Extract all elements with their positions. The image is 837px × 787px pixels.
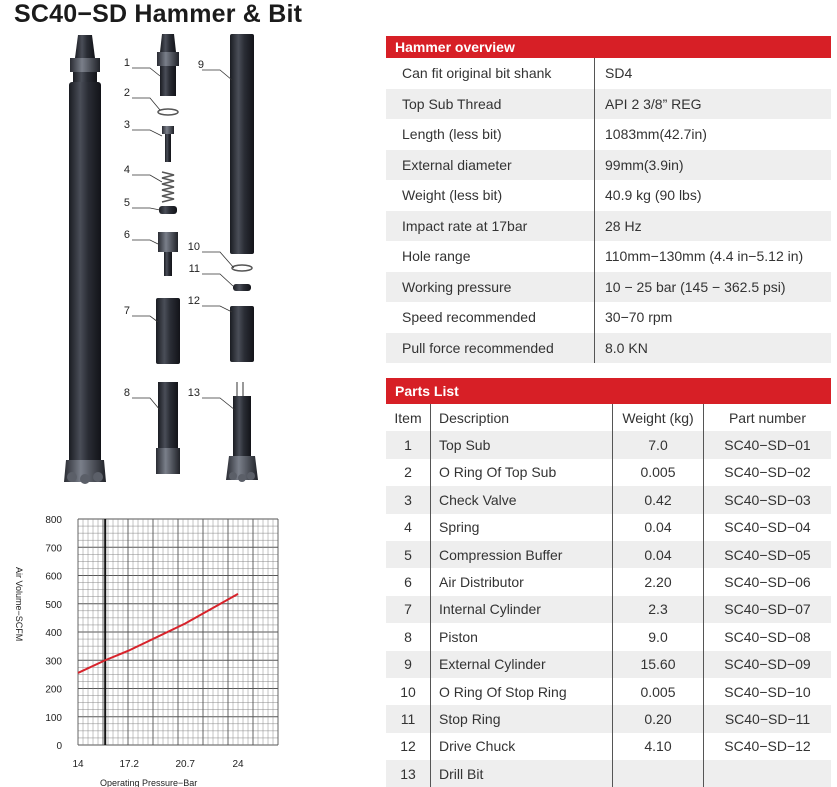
part-weight: 0.42 [613,486,704,513]
part-number: SC40−SD−05 [704,541,832,568]
overview-key: Hole range [402,248,471,265]
parts-column-headers [386,404,831,431]
part-number [704,760,832,787]
overview-key: Working pressure [386,272,595,303]
parts-row [386,514,831,541]
part-description: Stop Ring [431,705,613,732]
overview-row [386,333,831,364]
part-item: 12 [400,738,416,755]
part-number: SC40−SD−11 [704,705,832,732]
overview-key: Pull force recommended [386,333,595,364]
parts-row [386,596,831,623]
overview-row [386,150,831,181]
overview-value: SD4 [595,58,832,89]
parts-row [386,623,831,650]
part-external-cylinder-drawing [230,34,254,254]
part-description: Air Distributor [431,568,613,595]
overview-key: Impact rate at 17bar [386,211,595,242]
column-header-part-number: Part number [704,404,832,431]
part-item: 2 [404,464,412,481]
part-callout-number: 9 [197,59,204,71]
part-weight [613,760,704,787]
part-description: External Cylinder [431,651,613,678]
parts-row [386,568,831,595]
part-weight: 2.3 [613,596,704,623]
part-description: Drill Bit [431,760,613,787]
y-tick-label: 500 [45,599,62,611]
part-description: Drive Chuck [431,733,613,760]
part-item: 3 [386,486,431,513]
part-item: 6 [404,574,412,591]
y-tick-label: 700 [45,543,62,555]
part-description: Compression Buffer [431,541,613,568]
part-callout-number: 13 [187,387,200,399]
part-buffer-drawing [159,206,177,214]
overview-key: External diameter [386,150,595,181]
overview-value: 30−70 rpm [595,302,832,333]
part-item: 7 [386,596,431,623]
overview-key: Length (less bit) [402,126,502,143]
x-tick-label: 14 [72,759,84,770]
part-piston-drawing [156,382,180,474]
part-description: O Ring Of Stop Ring [431,678,613,705]
part-item: 1 [386,431,431,458]
part-item: 11 [386,705,431,732]
x-tick-label: 24 [232,759,244,770]
y-tick-label: 0 [56,741,62,752]
y-tick-label: 100 [45,712,62,724]
parts-row [386,760,831,787]
parts-row [386,459,831,486]
column-header-weight: Weight (kg) [613,404,704,431]
part-number: SC40−SD−06 [704,568,832,595]
page-title: SC40−SD Hammer & Bit [14,0,303,28]
part-weight: 0.04 [613,541,704,568]
part-weight: 0.20 [613,705,704,732]
part-weight: 15.60 [613,651,704,678]
x-tick-label: 20.7 [175,759,195,770]
part-item: 8 [404,628,412,645]
overview-row [386,241,831,272]
x-axis-label: Operating Pressure−Bar [100,778,198,787]
part-internal-cylinder-drawing [156,298,180,364]
overview-key: Speed recommended [402,309,536,326]
part-o-ring-drawing [158,109,178,115]
part-weight: 0.005 [613,678,704,705]
part-item: 13 [386,760,431,787]
overview-value: 10 − 25 bar (145 − 362.5 psi) [595,272,832,303]
part-check-valve-drawing [162,126,174,162]
part-callout-number: 11 [188,263,200,275]
overview-value: 28 Hz [595,211,832,242]
parts-row [386,705,831,732]
air-volume-chart [0,505,290,787]
overview-row [386,272,831,303]
part-description: O Ring Of Top Sub [431,459,613,486]
y-tick-label: 300 [45,656,62,668]
part-drill-bit-drawing [226,382,258,482]
part-number: SC40−SD−01 [704,431,832,458]
overview-row [386,180,831,211]
part-number: SC40−SD−08 [704,623,832,650]
parts-row [386,486,831,513]
part-callout-number: 1 [123,57,130,69]
part-number: SC40−SD−10 [704,678,832,705]
part-callout-number: 12 [187,295,200,307]
part-description: Internal Cylinder [431,596,613,623]
overview-row [386,119,831,150]
overview-header: Hammer overview [386,36,831,58]
part-number: SC40−SD−07 [704,596,832,623]
part-number: SC40−SD−09 [704,651,832,678]
part-number: SC40−SD−12 [704,733,832,760]
part-callout-number: 6 [123,229,130,241]
part-item: 4 [404,519,412,536]
parts-row [386,541,831,568]
parts-row [386,678,831,705]
part-stop-ring-drawing [233,284,251,291]
y-axis-label: Air Volume−SCFM [14,567,24,642]
y-tick-label: 800 [45,515,62,526]
part-drive-chuck-drawing [230,306,254,362]
part-description: Spring [431,514,613,541]
x-tick-label: 17.2 [119,759,139,770]
y-tick-label: 200 [45,684,62,696]
hammer-overview-table [386,36,831,363]
part-callout-number: 10 [187,241,200,253]
part-top-sub-drawing [157,34,179,96]
overview-value: 110mm−130mm (4.4 in−5.12 in) [595,241,832,272]
parts-row [386,431,831,458]
hammer-exploded-drawing [40,30,370,495]
part-callout-number: 4 [123,164,130,176]
column-header-item: Item [394,409,422,426]
part-item: 5 [386,541,431,568]
part-item: 9 [386,651,431,678]
parts-row [386,651,831,678]
overview-key: Weight (less bit) [402,187,503,204]
part-weight: 4.10 [613,733,704,760]
y-tick-label: 400 [45,628,62,639]
part-callout-number: 5 [123,197,130,209]
part-callout-number: 3 [123,119,130,131]
part-description: Check Valve [431,486,613,513]
overview-value: 1083mm(42.7in) [595,119,832,150]
part-weight: 7.0 [613,431,704,458]
y-tick-label: 600 [45,571,62,583]
part-callout-number: 2 [123,87,130,99]
part-number: SC40−SD−02 [704,459,832,486]
overview-value: API 2 3/8” REG [595,89,832,120]
overview-key: Can fit original bit shank [402,65,552,82]
part-callout-number: 7 [123,305,130,317]
column-header-description: Description [431,404,613,431]
part-number: SC40−SD−03 [704,486,832,513]
overview-value: 40.9 kg (90 lbs) [595,180,832,211]
parts-list-table [386,378,831,787]
part-callout-number: 8 [123,387,130,399]
part-description: Top Sub [431,431,613,458]
part-weight: 0.04 [613,514,704,541]
part-spring-drawing [162,172,174,202]
part-air-distributor-drawing [158,232,178,276]
overview-row [386,211,831,242]
part-weight: 0.005 [613,459,704,486]
overview-key: Top Sub Thread [386,89,595,120]
assembled-hammer [64,35,106,484]
part-weight: 9.0 [613,623,704,650]
part-description: Piston [431,623,613,650]
overview-value: 8.0 KN [595,333,832,364]
part-number: SC40−SD−04 [704,514,832,541]
parts-row [386,733,831,760]
overview-row [386,302,831,333]
overview-value: 99mm(3.9in) [595,150,832,181]
part-o-ring-stop-drawing [232,265,252,271]
overview-row [386,58,831,89]
overview-row [386,89,831,120]
parts-header: Parts List [386,378,831,404]
part-item: 10 [400,683,416,700]
part-weight: 2.20 [613,568,704,595]
